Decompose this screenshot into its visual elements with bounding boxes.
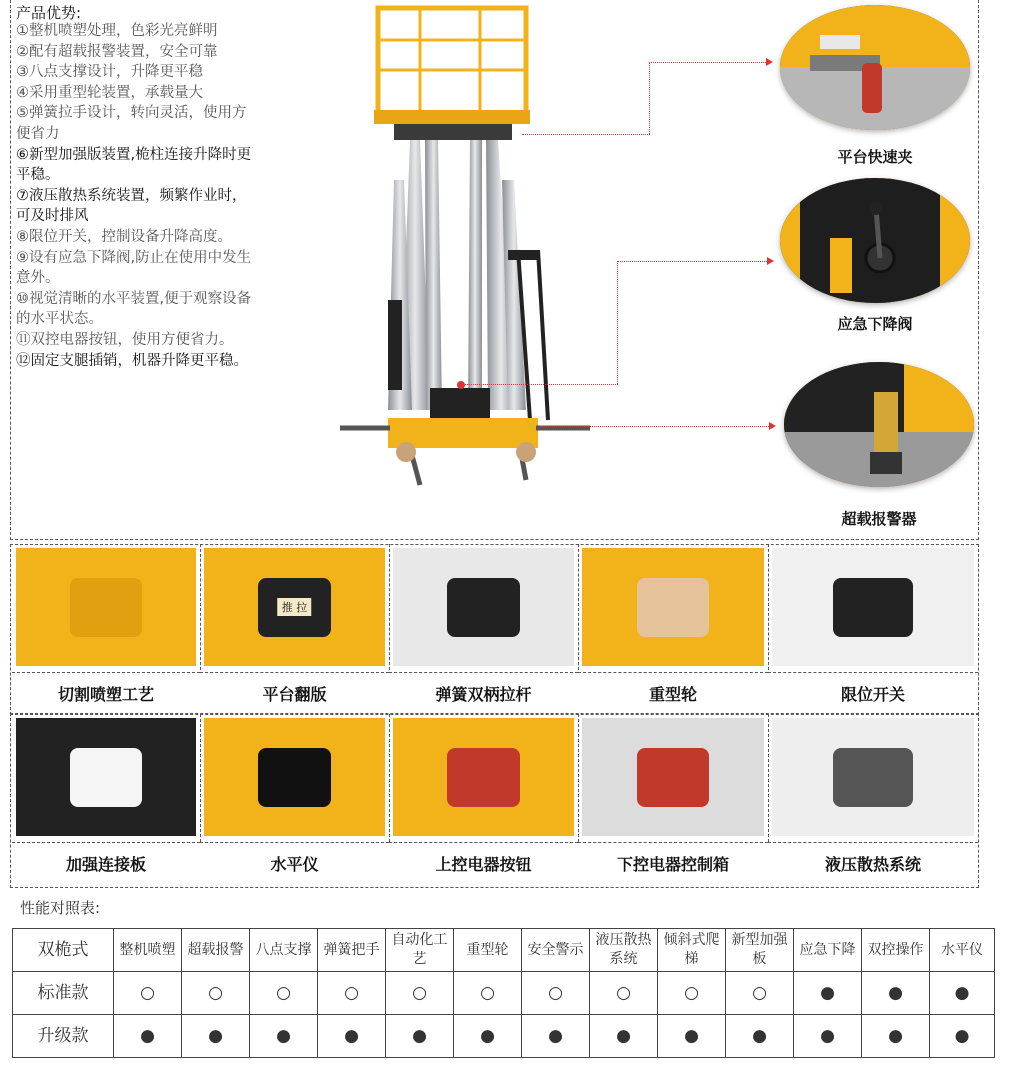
aerial-work-platform-image: [330, 0, 600, 495]
arrow-icon: [767, 257, 774, 265]
feature-photo-detail: [637, 748, 710, 807]
table-cell: ●: [250, 1015, 318, 1058]
feature-label: 重型轮: [648, 685, 697, 704]
grid-divider: [389, 714, 390, 842]
grid-divider: [200, 544, 201, 670]
table-cell: ○: [726, 972, 794, 1015]
detail-label-valve: 应急下降阀: [837, 315, 913, 333]
feature-item: ⑥新型加强版装置,桅柱连接升降时更平稳。: [16, 146, 252, 184]
feature-item: ④采用重型轮装置，承载量大: [16, 84, 203, 101]
arrow-icon: [769, 422, 776, 430]
leader-line: [522, 134, 650, 135]
feature-photo-detail: [70, 748, 142, 807]
arrow-icon: [766, 58, 773, 66]
grid-divider: [578, 672, 768, 673]
grid-divider: [389, 672, 578, 673]
table-header-cell: 弹簧把手: [318, 929, 386, 972]
feature-item: ⑦液压散热系统装置，频繁作业时，可及时排风: [16, 187, 247, 225]
feature-photo: [16, 548, 196, 666]
feature-item: ③八点支撑设计，升降更平稳: [16, 64, 203, 81]
leader-line: [649, 62, 766, 63]
feature-label: 限位开关: [840, 685, 905, 704]
grid-divider: [12, 842, 200, 843]
table-cell: ●: [590, 1015, 658, 1058]
table-cell: ●: [182, 1015, 250, 1058]
feature-label: 加强连接板: [65, 855, 146, 874]
feature-label: 水平仪: [270, 855, 319, 874]
feature-label: 液压散热系统: [824, 855, 921, 874]
feature-photo: [393, 548, 574, 666]
feature-item: ⑪双控电器按钮，使用方便省力。: [16, 331, 234, 348]
table-cell: ●: [726, 1015, 794, 1058]
feature-item: ⑤弹簧拉手设计，转向灵活，使用方便省力: [16, 105, 247, 142]
leader-line: [649, 62, 650, 134]
table-cell: ●: [862, 1015, 930, 1058]
feature-photo-detail: [258, 578, 330, 637]
features-list: [16, 21, 256, 371]
feature-item: ⑧限位开关，控制设备升降高度。: [16, 228, 232, 245]
table-header-cell: 自动化工艺: [386, 929, 454, 972]
table-cell: ●: [794, 972, 862, 1015]
feature-photo-detail: [833, 748, 914, 807]
table-cell: ●: [658, 1015, 726, 1058]
grid-divider: [768, 672, 978, 673]
table-header-cell: 应急下降: [794, 929, 862, 972]
leader-line: [541, 426, 769, 427]
detail-label-clamp: 平台快速夹: [837, 148, 913, 166]
feature-photo-detail: [637, 578, 710, 637]
table-title: 性能对照表:: [20, 899, 101, 917]
feature-photo: [582, 718, 764, 836]
feature-item: ①整机喷塑处理，色彩光亮鲜明: [16, 23, 218, 39]
table-cell: ●: [454, 1015, 522, 1058]
table-cell: ○: [522, 972, 590, 1015]
grid-divider: [768, 544, 769, 670]
feature-photo-detail: [70, 578, 142, 637]
table-header-cell: 倾斜式爬梯: [658, 929, 726, 972]
table-cell: ○: [658, 972, 726, 1015]
grid-divider: [200, 672, 389, 673]
feature-item: ⑫固定支腿插销，机器升降更平稳。: [16, 352, 248, 369]
feature-label: 平台翻版: [262, 685, 327, 704]
feature-label: 上控电器按钮: [435, 855, 532, 874]
leader-line: [460, 384, 618, 385]
table-cell: ○: [590, 972, 658, 1015]
feature-item: ⑨设有应急下降阀,防止在使用中发生意外。: [16, 249, 252, 287]
features-title: 产品优势:: [16, 4, 82, 22]
feature-photo: [582, 548, 764, 666]
table-header-cell: 超载报警: [182, 929, 250, 972]
overload-alarm-photo: [784, 362, 974, 487]
table-header-cell: 安全警示: [522, 929, 590, 972]
table-row: [13, 972, 995, 1015]
feature-photo: [16, 718, 196, 836]
table-cell: ○: [386, 972, 454, 1015]
feature-photo: [772, 548, 974, 666]
grid-divider: [768, 714, 769, 842]
table-cell: ●: [318, 1015, 386, 1058]
table-header-cell: 整机喷塑: [114, 929, 182, 972]
feature-photo-detail: [258, 748, 330, 807]
feature-photo-detail: [447, 578, 519, 637]
table-header-cell: 水平仪: [930, 929, 995, 972]
table-row-label: 标准款: [13, 972, 114, 1015]
comparison-table: [12, 928, 995, 1058]
table-header-cell: 新型加强板: [726, 929, 794, 972]
table-cell: ●: [522, 1015, 590, 1058]
table-header-cell: 重型轮: [454, 929, 522, 972]
table-cell: ●: [930, 972, 995, 1015]
emergency-valve-photo: [780, 178, 970, 303]
platform-clamp-photo: [780, 5, 970, 130]
table-cell: ●: [114, 1015, 182, 1058]
table-header-cell: 双桅式: [13, 929, 114, 972]
detail-label-alarm: 超载报警器: [841, 510, 917, 528]
grid-divider: [578, 714, 579, 842]
grid-divider: [12, 672, 200, 673]
feature-photo: [393, 718, 574, 836]
leader-line: [617, 261, 767, 262]
grid-divider: [389, 842, 578, 843]
feature-photo-detail: [833, 578, 914, 637]
table-cell: ●: [862, 972, 930, 1015]
table-cell: ○: [318, 972, 386, 1015]
grid-divider: [578, 842, 768, 843]
leader-line: [617, 261, 618, 384]
feature-label: 弹簧双柄拉杆: [435, 685, 532, 704]
table-header-cell: 双控操作: [862, 929, 930, 972]
table-cell: ●: [930, 1015, 995, 1058]
feature-photo: [204, 718, 385, 836]
table-cell: ○: [114, 972, 182, 1015]
table-row: [13, 1015, 995, 1058]
table-cell: ○: [454, 972, 522, 1015]
table-cell: ●: [794, 1015, 862, 1058]
grid-divider: [768, 842, 978, 843]
grid-divider: [578, 544, 579, 670]
table-cell: ○: [250, 972, 318, 1015]
table-header-cell: 液压散热系统: [590, 929, 658, 972]
feature-photo: [204, 548, 385, 666]
table-cell: ●: [386, 1015, 454, 1058]
feature-photo-detail: [447, 748, 519, 807]
grid-divider: [200, 714, 201, 842]
table-header-cell: 八点支撑: [250, 929, 318, 972]
feature-label: 切割喷塑工艺: [57, 685, 154, 704]
feature-label: 下控电器控制箱: [616, 855, 729, 874]
feature-photo: [772, 718, 974, 836]
table-row-label: 升级款: [13, 1015, 114, 1058]
grid-divider: [200, 842, 389, 843]
feature-item: ②配有超载报警装置，安全可靠: [16, 43, 218, 60]
table-cell: ○: [182, 972, 250, 1015]
push-pull-tag: 推 拉: [278, 598, 312, 616]
feature-item: ⑩视觉清晰的水平装置,便于观察设备的水平状态。: [16, 290, 252, 328]
grid-divider: [389, 544, 390, 670]
